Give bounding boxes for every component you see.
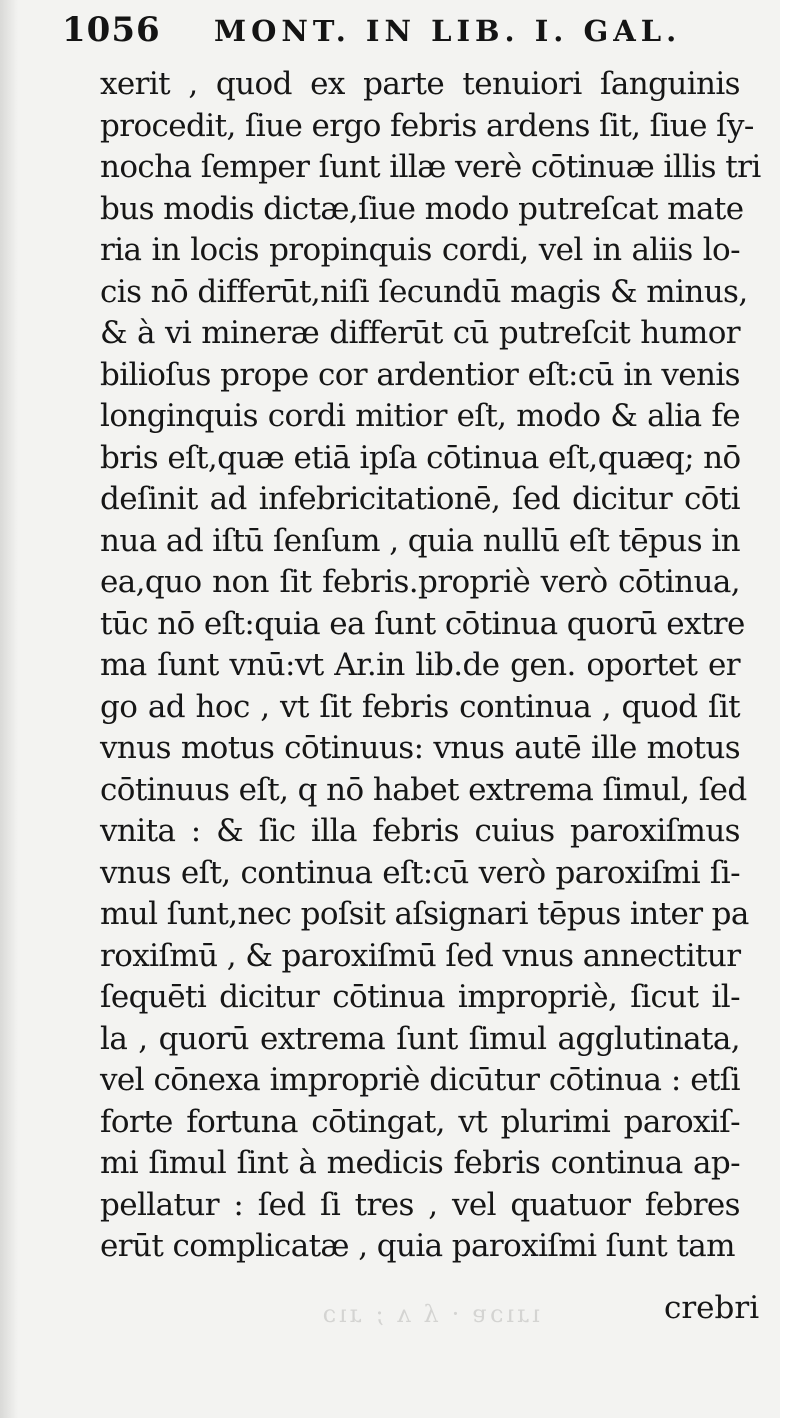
text-line: go ad hoc , vt ſit febris continua , quod ſit [100, 688, 740, 725]
text-line: mi ſimul ſint à medicis febris continua ap- [100, 1145, 740, 1181]
text-line: ſequēti dicitur cōtinua impropriè, ſicut il- [100, 979, 740, 1015]
text-line: vnus motus cōtinuus: vnus autē ille motus [100, 730, 740, 766]
text-line: vel cōnexa impropriè dicūtur cōtinua : etſi [100, 1062, 740, 1098]
text-line: la , quorū extrema ſunt ſimul agglutinata, [100, 1020, 740, 1057]
text-line: pellatur : ſed ſi tres , vel quatuor febres [100, 1186, 740, 1223]
text-line: bris eſt,quæ etiā ipſa cōtinua eſt,quæq; nō [100, 439, 741, 476]
text-line: xerit , quod ex parte tenuiori ſanguinis [100, 66, 740, 102]
text-line: cis nō differūt,niſi ſecundū magis & minus, [100, 273, 748, 310]
text-line: vnus eſt, continua eſt:cū verò paroxiſmi ſi- [100, 854, 740, 891]
text-line: nocha ſemper ſunt illæ verè cōtinuæ illis tri [100, 149, 761, 185]
text-line: nua ad iſtū ſenſum , quia nullū eſt tēpus in [100, 522, 740, 559]
text-line: erūt complicatæ , quia paroxiſmi ſunt tam [100, 1228, 735, 1264]
text-line: ma ſunt vnū:vt Ar.in lib.de gen. oportet er [100, 647, 740, 683]
text-line: cōtinuus eſt, q nō habet extrema ſimul, ſed [100, 771, 747, 808]
text-line: tūc nō eſt:quia ea ſunt cōtinua quorū extre [100, 605, 745, 642]
text-line: vnita : & ſic illa febris cuius paroxiſmus [100, 813, 740, 849]
text-line: mul ſunt,nec poſsit aſsignari tēpus inter pa [100, 896, 749, 932]
text-line: forte fortuna cōtingat, vt plurimi paroxiſ- [100, 1103, 740, 1140]
catchword: crebri [664, 1290, 760, 1326]
text-line: longinquis cordi mitior eſt, modo & alia fe [100, 398, 740, 434]
text-line: procedit, ſiue ergo febris ardens ſit, ſiue ſy- [100, 107, 754, 144]
page-number: 1056 [62, 10, 161, 50]
text-line: roxiſmū , & paroxiſmū ſed vnus annectitur [100, 937, 741, 974]
running-head: MONT. IN LIB. I. GAL. [214, 14, 682, 48]
page-header [62, 10, 702, 54]
right-margin [780, 0, 800, 1418]
text-line: bus modis dictæ,ſiue modo putreſcat mate [100, 190, 744, 227]
bleed-through-smudge: ıɹıɔɐ · ʎ ʌ ; ɹıɔ [319, 1300, 540, 1328]
text-line: ria in locis propinquis cordi, vel in aliis lo- [100, 232, 740, 268]
text-line: ea,quo non ſit febris.propriè verò cōtinua, [100, 564, 740, 600]
text-line: bilioſus prope cor ardentior eſt:cū in venis [100, 356, 740, 393]
text-line: deſinit ad infebricitationē, ſed dicitur cōti [100, 481, 740, 517]
text-line: & à vi mineræ differūt cū putreſcit humor [100, 315, 740, 351]
binding-shadow [0, 0, 18, 1418]
body-text [100, 64, 761, 1268]
